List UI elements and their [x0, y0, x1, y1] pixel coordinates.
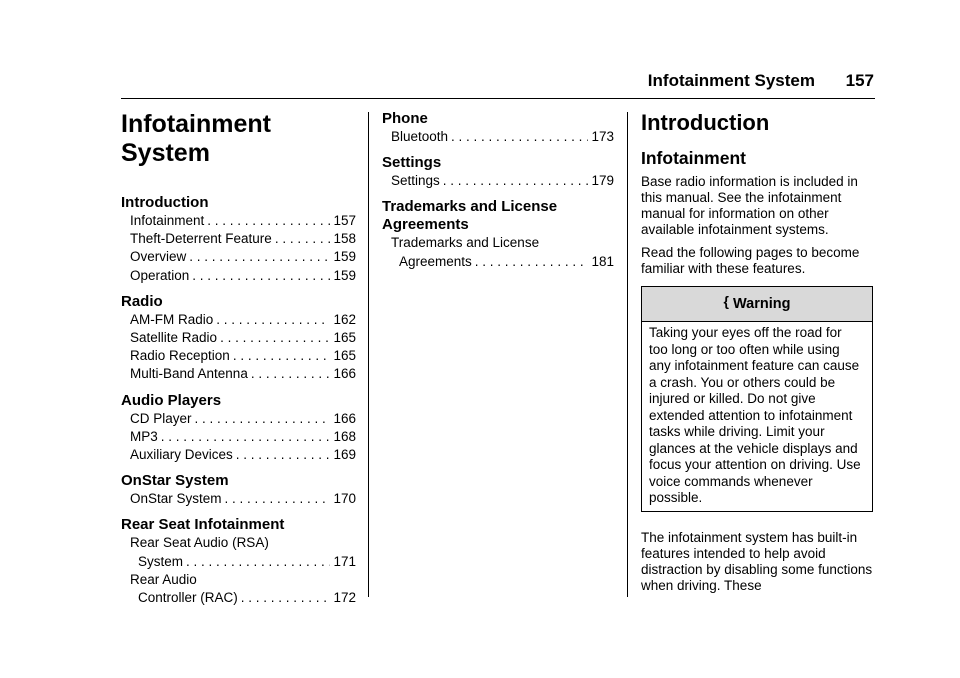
running-header-title: Infotainment System: [647, 71, 815, 90]
page-number: 157: [845, 71, 874, 90]
warning-heading: Warning: [732, 296, 791, 312]
toc-section-onstar: [121, 472, 356, 508]
toc-entry-line1[interactable]: Rear Audio: [130, 571, 197, 587]
header-rule: [121, 98, 875, 99]
intro-title: Introduction: [641, 110, 770, 135]
intro-column: [641, 110, 875, 277]
warning-box: [641, 286, 873, 512]
toc-heading: Audio Players: [121, 391, 222, 409]
intro-paragraph-1: Base radio information is included in this manual. See the infotainment manual for information on other available infotainment systems.: [641, 174, 858, 237]
toc-entry[interactable]: Operation . . . 159: [121, 267, 356, 285]
toc-entry-line1[interactable]: Rear Seat Audio (RSA): [130, 535, 269, 551]
toc-entry[interactable]: CD Player . . . 166: [121, 410, 356, 428]
toc-section-audio-players: [121, 392, 356, 465]
intro-column-continued: [641, 530, 875, 594]
toc-section-rear-seat: [121, 516, 356, 607]
toc-section-settings: [382, 154, 614, 190]
toc-entry[interactable]: AM-FM Radio . . . 162: [121, 311, 356, 329]
toc-section-radio: [121, 293, 356, 384]
toc-heading: Rear Seat Infotainment: [121, 516, 285, 534]
toc-middle-column: [382, 110, 614, 271]
chapter-title-line2: System: [121, 139, 210, 167]
intro-paragraph-2: Read the following pages to become familiar with these features.: [641, 245, 860, 276]
toc-entry[interactable]: System . . . 171: [121, 553, 356, 571]
warning-triangle-icon: {: [723, 293, 729, 309]
toc-entry[interactable]: Auxiliary Devices . . . 169: [121, 446, 356, 464]
chapter-title-line1: Infotainment: [121, 110, 271, 138]
toc-heading: Radio: [121, 292, 163, 310]
toc-heading: Introduction: [121, 194, 209, 211]
toc-entry[interactable]: OnStar System . . . 170: [121, 490, 356, 508]
toc-heading-line1: Trademarks and License: [382, 198, 558, 216]
column-divider-left: [368, 112, 369, 597]
toc-heading: [382, 198, 614, 234]
chapter-title: [121, 110, 356, 168]
toc-left-column: [121, 110, 356, 607]
warning-body: Taking your eyes off the road for too long or too often while using any infotainment feature can cause a crash. You or others could be injured or killed. Do not give extended attention to infotainment tasks while driving. Limit your glances at the vehicle displays and focus your attention on driving. Use voice commands whenever possible.: [649, 325, 861, 505]
toc-heading: OnStar System: [121, 472, 229, 490]
toc-entry[interactable]: Multi-Band Antenna . . . 166: [121, 365, 356, 383]
warning-header: [642, 287, 872, 322]
toc-section-trademarks: [382, 198, 614, 270]
toc-entry[interactable]: Infotainment . . . 157: [121, 212, 356, 230]
toc-entry[interactable]: Controller (RAC) . . . 172: [121, 589, 356, 607]
toc-entry[interactable]: Radio Reception . . . 165: [121, 347, 356, 365]
toc-entry[interactable]: MP3 . . . 168: [121, 428, 356, 446]
toc-heading: Settings: [382, 154, 442, 172]
toc-entry[interactable]: Bluetooth . . . 173: [382, 128, 614, 146]
column-divider-right: [627, 112, 628, 597]
toc-section-introduction: [121, 194, 356, 285]
toc-entry[interactable]: Theft-Deterrent Feature . . . 158: [121, 230, 356, 248]
intro-paragraph-3: The infotainment system has built-in features intended to help avoid distraction by disabling some functions when driving. These: [641, 530, 873, 593]
intro-subtitle: Infotainment: [641, 148, 746, 168]
toc-heading: Phone: [382, 110, 428, 127]
toc-entry[interactable]: Agreements . . . 181: [382, 253, 614, 271]
toc-heading-line2: Agreements: [382, 216, 469, 234]
toc-entry[interactable]: Satellite Radio . . . 165: [121, 329, 356, 347]
toc-section-phone: [382, 110, 614, 146]
toc-entry-line1[interactable]: Trademarks and License: [391, 235, 540, 251]
toc-entry[interactable]: Overview . . . 159: [121, 248, 356, 266]
toc-entry[interactable]: Settings . . . 179: [382, 172, 614, 190]
